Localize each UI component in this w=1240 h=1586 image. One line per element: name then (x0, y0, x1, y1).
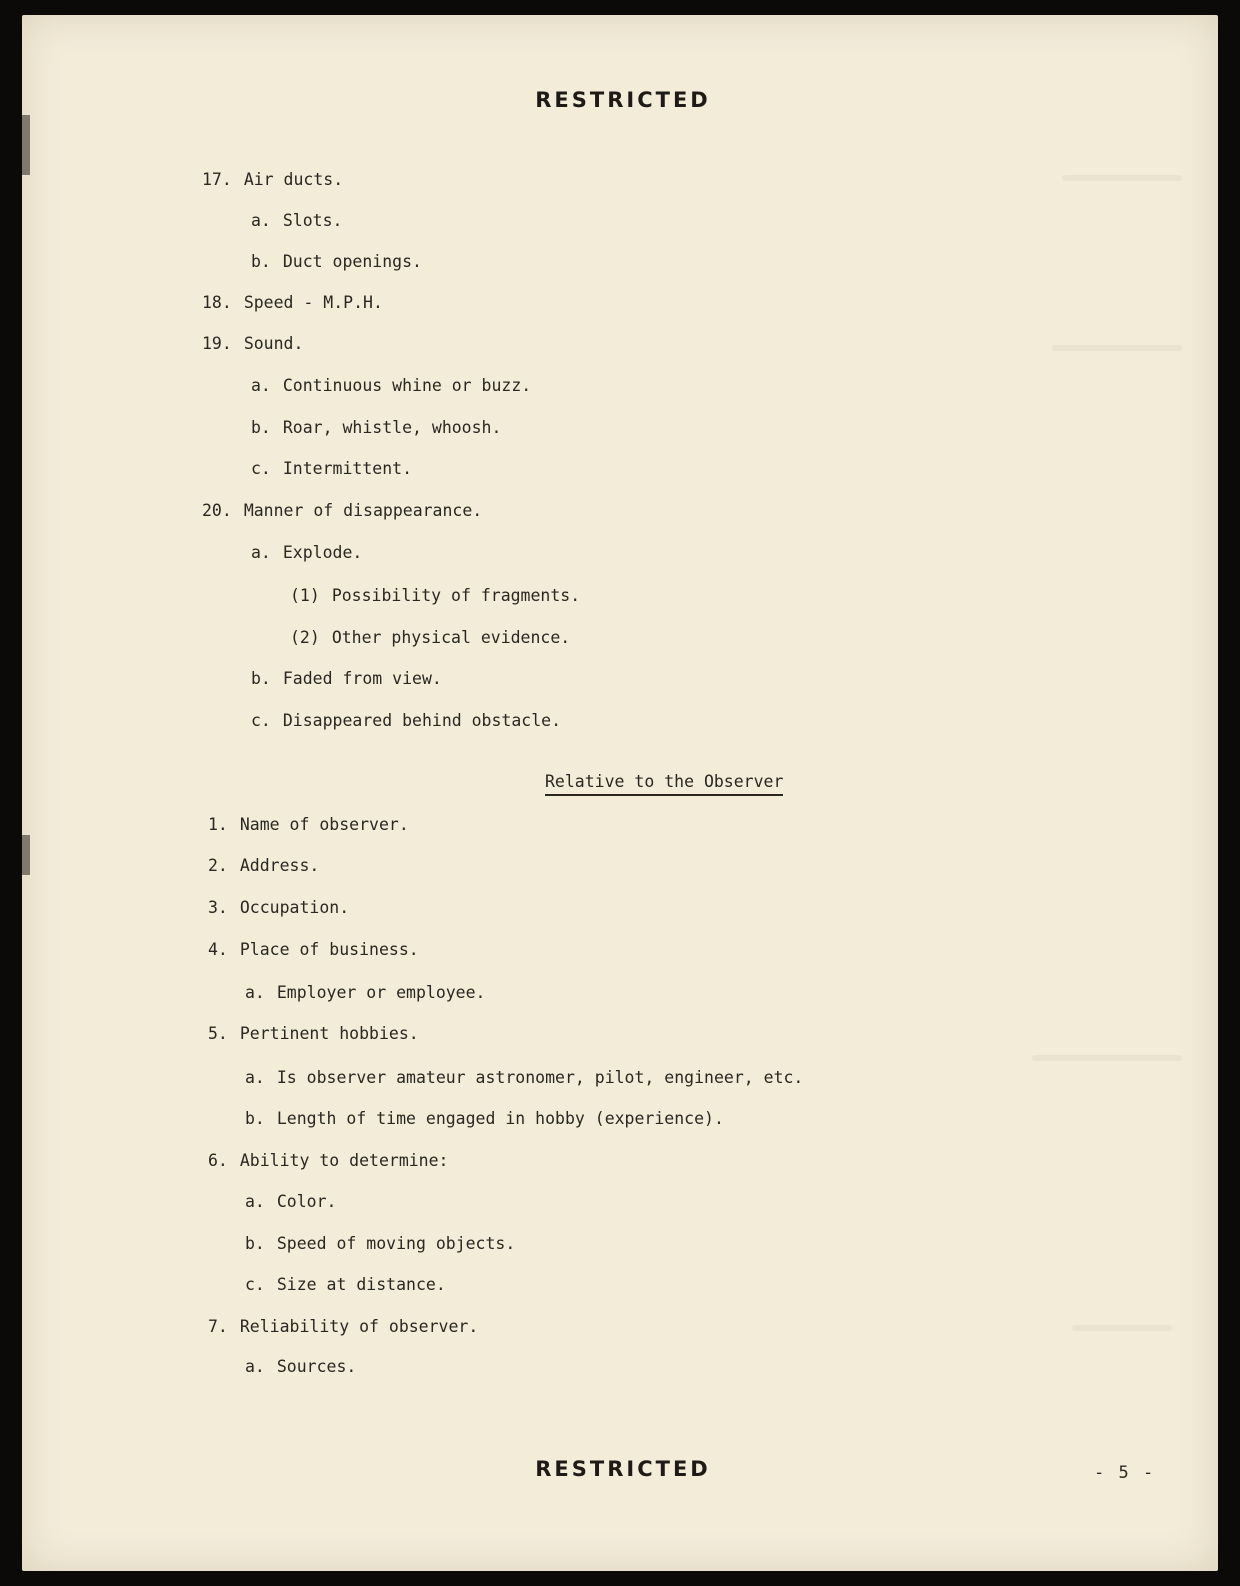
item-number: 1. (208, 815, 228, 834)
bleed-through (1032, 1055, 1182, 1061)
item-text: Faded from view. (282, 669, 442, 688)
bleed-through (1062, 175, 1182, 181)
item-number: b. (251, 252, 271, 271)
list-item (251, 669, 442, 689)
item-text: Other physical evidence. (331, 628, 571, 647)
list-item (202, 334, 303, 354)
page-number: - 5 - (1094, 1463, 1156, 1483)
item-text: Place of business. (239, 940, 419, 959)
list-item (208, 940, 419, 960)
list-item (290, 628, 570, 648)
item-number: a. (251, 376, 271, 395)
item-text: Explode. (282, 543, 363, 562)
list-item (202, 293, 383, 313)
list-item (208, 856, 319, 876)
item-number: a. (251, 543, 271, 562)
item-number: 6. (208, 1151, 228, 1170)
item-text: Color. (276, 1192, 337, 1211)
list-item (245, 1109, 724, 1129)
item-text: Sources. (276, 1357, 357, 1376)
list-item (251, 376, 531, 396)
item-text: Employer or employee. (276, 983, 486, 1002)
list-item (208, 1024, 419, 1044)
item-number: a. (245, 1068, 265, 1087)
list-item (245, 1068, 803, 1088)
item-text: Possibility of fragments. (331, 586, 581, 605)
list-item (202, 501, 482, 521)
bleed-through (1072, 1325, 1172, 1331)
item-number: a. (245, 1192, 265, 1211)
item-number: b. (245, 1109, 265, 1128)
item-number: 18. (202, 293, 232, 312)
item-number: (1) (290, 586, 320, 605)
item-text: Air ducts. (243, 170, 344, 189)
bleed-through (1052, 345, 1182, 351)
item-text: Speed of moving objects. (276, 1234, 516, 1253)
item-text: Sound. (243, 334, 304, 353)
item-text: Continuous whine or buzz. (282, 376, 532, 395)
item-number: b. (245, 1234, 265, 1253)
list-item (208, 898, 349, 918)
item-text: Address. (239, 856, 320, 875)
classification-header: RESTRICTED (535, 88, 711, 112)
list-item (245, 1357, 356, 1377)
item-number: 5. (208, 1024, 228, 1043)
item-text: Disappeared behind obstacle. (282, 711, 562, 730)
section-heading: Relative to the Observer (545, 772, 783, 796)
item-number: c. (251, 459, 271, 478)
item-number: 19. (202, 334, 232, 353)
item-number: c. (245, 1275, 265, 1294)
list-item (245, 1275, 446, 1295)
item-number: a. (245, 983, 265, 1002)
list-item (245, 1234, 515, 1254)
item-number: 7. (208, 1317, 228, 1336)
item-text: Occupation. (239, 898, 350, 917)
item-text: Ability to determine: (239, 1151, 449, 1170)
item-text: Manner of disappearance. (243, 501, 483, 520)
item-text: Slots. (282, 211, 343, 230)
item-number: b. (251, 418, 271, 437)
item-number: 4. (208, 940, 228, 959)
list-item (208, 1151, 449, 1171)
item-text: Pertinent hobbies. (239, 1024, 419, 1043)
item-number: c. (251, 711, 271, 730)
item-text: Name of observer. (239, 815, 409, 834)
item-number: 20. (202, 501, 232, 520)
list-item (251, 418, 501, 438)
list-item (208, 1317, 478, 1337)
item-text: Reliability of observer. (239, 1317, 479, 1336)
edge-mark (22, 115, 30, 175)
list-item (208, 815, 409, 835)
item-number: 2. (208, 856, 228, 875)
classification-footer: RESTRICTED (535, 1457, 711, 1481)
list-item (290, 586, 580, 606)
item-number: b. (251, 669, 271, 688)
item-number: (2) (290, 628, 320, 647)
item-number: a. (245, 1357, 265, 1376)
item-text: Length of time engaged in hobby (experience). (276, 1109, 724, 1128)
edge-mark (22, 835, 30, 875)
item-text: Speed - M.P.H. (243, 293, 383, 312)
list-item (251, 211, 342, 231)
list-item (245, 983, 486, 1003)
list-item (251, 252, 422, 272)
item-text: Size at distance. (276, 1275, 446, 1294)
item-text: Intermittent. (282, 459, 413, 478)
list-item (245, 1192, 336, 1212)
item-number: a. (251, 211, 271, 230)
item-text: Is observer amateur astronomer, pilot, engineer, etc. (276, 1068, 804, 1087)
list-item (202, 170, 343, 190)
item-number: 3. (208, 898, 228, 917)
list-item (251, 459, 412, 479)
item-text: Roar, whistle, whoosh. (282, 418, 502, 437)
list-item (251, 711, 561, 731)
document-page (22, 15, 1218, 1571)
item-text: Duct openings. (282, 252, 422, 271)
item-number: 17. (202, 170, 232, 189)
list-item (251, 543, 362, 563)
